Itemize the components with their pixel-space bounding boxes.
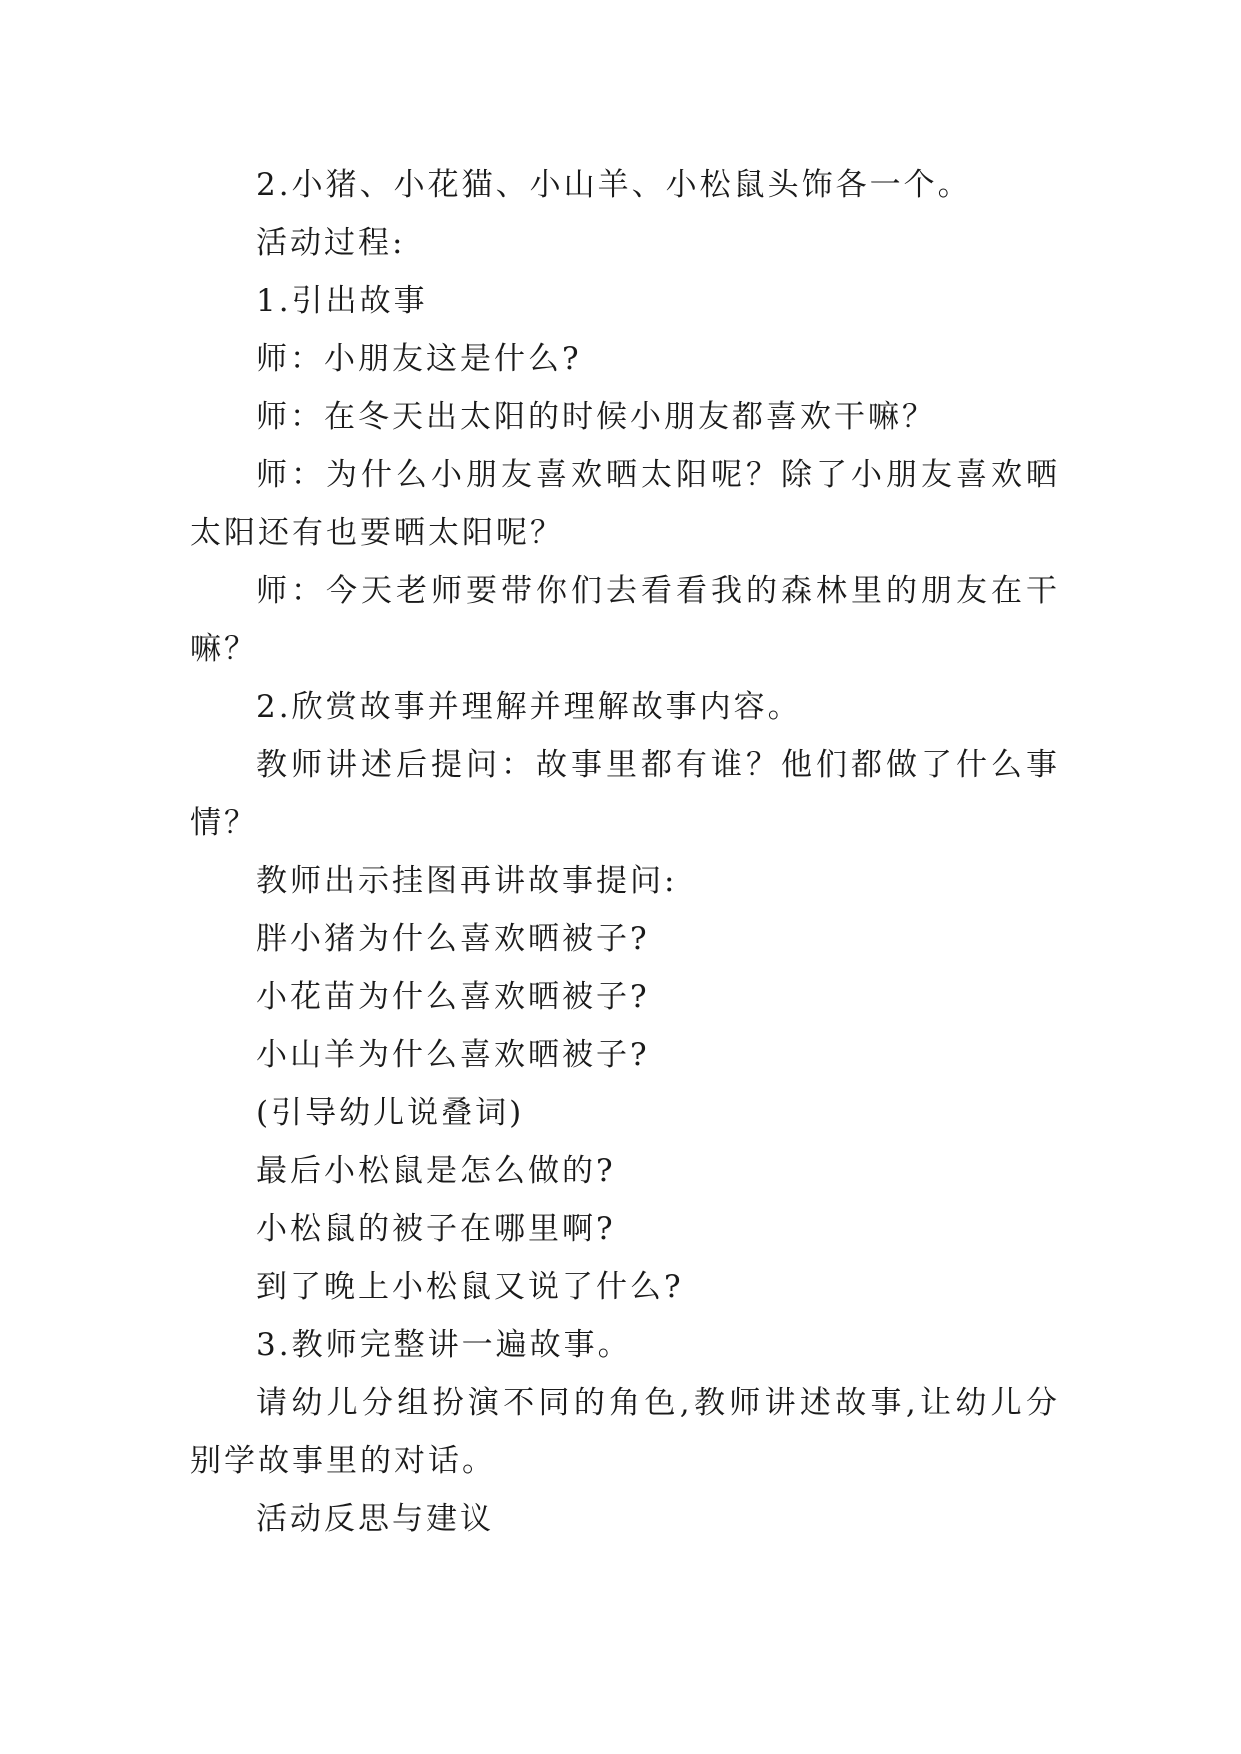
paragraph-question-1: 师：小朋友这是什么? — [256, 341, 582, 377]
paragraph-reflection-heading: 活动反思与建议 — [256, 1501, 494, 1537]
paragraph-goat-question: 小山羊为什么喜欢晒被子? — [256, 1037, 650, 1073]
paragraph-squirrel-question-2: 小松鼠的被子在哪里啊? — [256, 1211, 616, 1247]
paragraph-step-3: 3.教师完整讲一遍故事。 — [256, 1327, 632, 1363]
paragraph-question-4: 师：今天老师要带你们去看看我的森林里的朋友在干嘛？ — [190, 573, 1060, 667]
paragraph-pig-question: 胖小猪为什么喜欢晒被子? — [256, 921, 650, 957]
paragraph-guide-note: (引导幼儿说叠词) — [256, 1095, 525, 1131]
paragraph-teacher-question: 教师讲述后提问：故事里都有谁？他们都做了什么事情？ — [190, 747, 1060, 841]
paragraph-role-play: 请幼儿分组扮演不同的角色,教师讲述故事,让幼儿分别学故事里的对话。 — [190, 1385, 1060, 1479]
paragraph-picture-questions: 教师出示挂图再讲故事提问: — [256, 863, 678, 899]
paragraph-cat-question: 小花苗为什么喜欢晒被子? — [256, 979, 650, 1015]
paragraph-squirrel-question-3: 到了晚上小松鼠又说了什么? — [256, 1269, 684, 1305]
paragraph-step-2: 2.欣赏故事并理解并理解故事内容。 — [256, 689, 802, 725]
paragraph-question-3: 师：为什么小朋友喜欢晒太阳呢？除了小朋友喜欢晒太阳还有也要晒太阳呢？ — [190, 457, 1060, 551]
paragraph-process-heading: 活动过程: — [256, 225, 406, 261]
paragraph-question-2: 师：在冬天出太阳的时候小朋友都喜欢干嘛？ — [256, 399, 936, 435]
paragraph-materials: 2.小猪、小花猫、小山羊、小松鼠头饰各一个。 — [256, 167, 972, 203]
document-body — [190, 156, 1060, 1548]
paragraph-squirrel-question-1: 最后小松鼠是怎么做的? — [256, 1153, 616, 1189]
paragraph-step-1: 1.引出故事 — [256, 283, 428, 319]
